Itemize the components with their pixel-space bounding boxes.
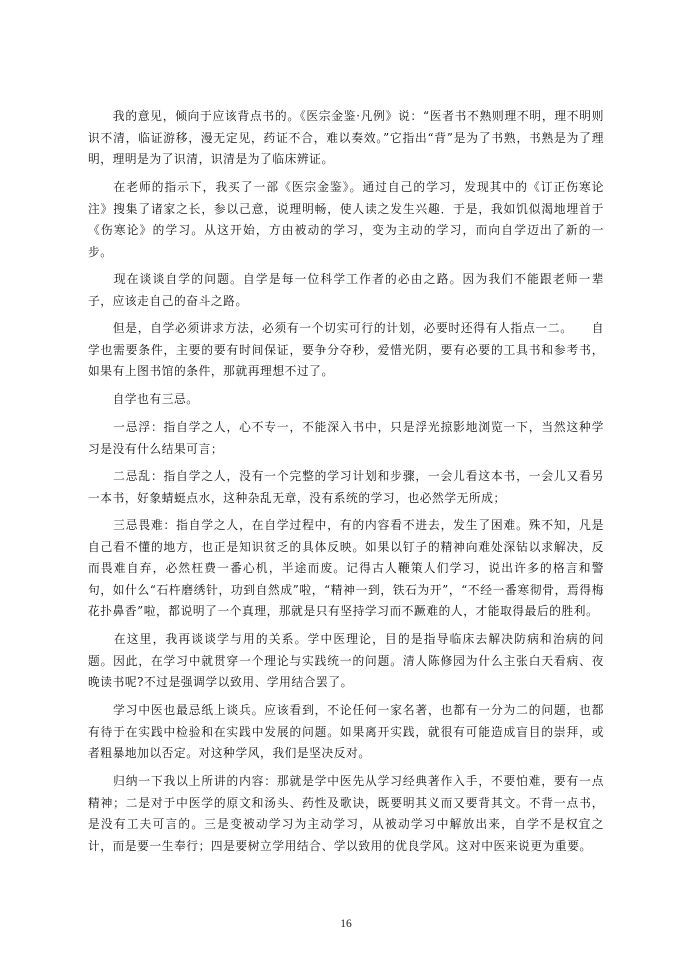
paragraph-summary: 归纳一下我以上所讲的内容：那就是学中医先从学习经典著作入手，不要怕难，要有一点精神；二是对于中医学的原文和汤头、药性及歌诀，既要明其义而又要背其文。不背一点书，是没有工夫可言的。三是变被动学习为主动学习，从被动学习中解放出来，自学不是权宜之计，而是要一生奉行；四是要树立学用结合、学以致用的优良学风。这对中医来说更为重要。 (88, 774, 604, 853)
paragraph-taboo-fear-of-difficulty: 三忌畏难：指自学之人，在自学过程中，有的内容看不进去，发生了困难。殊不知，凡是自己看不懂的地方，也正是知识贫乏的具体反映。如果以钉子的精神向难处深钻以求解决，反而畏难自弃，必然枉费一番心机，半途而废。记得古人鞭策人们学习，说出许多的格言和警句，如什么“石杵磨绣针，功到自然成”啦，“精神一到，铁石为开”，“不经一番寒彻骨，焉得梅花扑鼻香”啦，都说明了一个真理，那就是只有坚持学习而不蹶难的人，才能取得最后的胜利。 (88, 518, 604, 618)
paragraph-study-and-use: 在这里，我再谈谈学与用的关系。学中医理论，目的是指导临床去解决防病和治病的问题。因此，在学习中就贯穿一个理论与实践统一的问题。清人陈修园为什么主张白天看病、夜晚读书呢?不过是强调学以致用、学用结合罢了。 (88, 632, 604, 689)
paragraph-self-study: 现在谈谈自学的问题。自学是每一位科学工作者的必由之路。因为我们不能跟老师一辈子，应该走自己的奋斗之路。 (88, 272, 604, 308)
paragraph-taboo-disorder: 二忌乱：指自学之人，没有一个完整的学习计划和步骤，一会儿看这本书，一会儿又看另一本书，好象蜻蜓点水，这种杂乱无章，没有系统的学习，也必然学无所成； (88, 469, 604, 505)
page-number: 16 (340, 918, 352, 930)
paragraph-method-and-conditions: 但是，自学必须讲求方法，必须有一个切实可行的计划，必要时还得有人指点一二。 自学也需要条件，主要的要有时间保证，要争分夺秒，爱惜光阴，要有必要的工具书和参考书，如果有上图书馆的条件，那就再理想不过了。 (88, 321, 604, 378)
paragraph-taboo-superficial: 一忌浮：指自学之人，心不专一，不能深入书中，只是浮光掠影地浏览一下，当然这种学习是没有什么结果可言； (88, 420, 604, 456)
paragraph-yizong-jinjian: 在老师的指示下，我买了一部《医宗金鉴》。通过自己的学习，发现其中的《订正伤寒论注》搜集了诸家之长，参以己意，说理明畅，使人读之发生兴趣．于是，我如饥似渴地埋首于《伤寒论》的学习。从这开始，方由被动的学习，变为主动的学习，而向自学迈出了新的一步。 (88, 180, 604, 259)
paragraph-memorization-view: 我的意见，倾向于应该背点书的。《医宗金鉴·凡例》说：“医者书不熟则理不明，理不明则识不清，临证游移，漫无定见，药证不合，难以奏效。”它指出“背”是为了书熟，书熟是为了理明，理明是为了识清，识清是为了临床辨证。 (88, 109, 604, 166)
paragraph-three-taboos-intro: 自学也有三忌。 (88, 392, 199, 406)
paragraph-paper-warfare: 学习中医也最忌纸上谈兵。应该看到，不论任何一家名著，也都有一分为二的问题，也都有待于在实践中检验和在实践中发展的问题。如果离开实践，就很有可能造成盲目的崇拜，或者粗暴地加以否定。对这种学风，我们是坚决反对。 (88, 703, 604, 760)
